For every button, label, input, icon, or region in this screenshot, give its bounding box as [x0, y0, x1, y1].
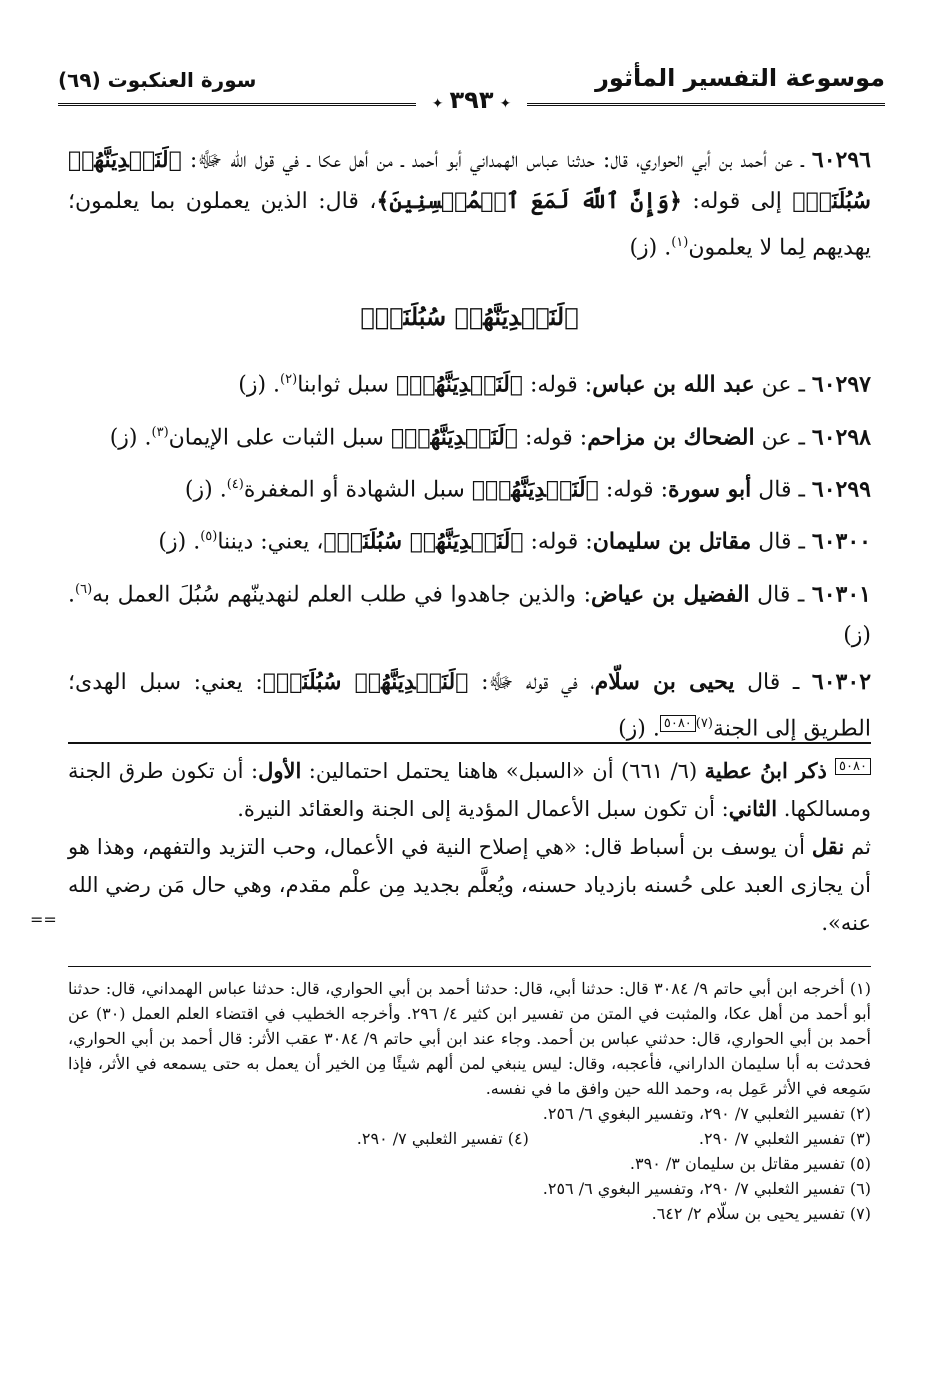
quran-quote: ﴿لَنَهۡدِيَنَّهُمۡ سُبُلَنَاۚ﴾	[262, 668, 469, 695]
narration-60301	[68, 569, 871, 656]
footnote-ref: (٤)	[226, 476, 244, 492]
commentary-text: (٦/ ٦٦١) أن «السبل» هاهنا يحتمل احتمالين:	[301, 759, 705, 783]
narration-text: ـ قال	[734, 669, 812, 695]
narration-text: : قوله:	[517, 424, 588, 450]
commentary-para-1	[68, 752, 871, 828]
quran-quote: ﴿لَنَهۡدِيَنَّهُمۡ سُبُلَنَاۚ﴾	[68, 147, 871, 214]
footnote-7: (٧) تفسير يحيى بن سلّام ٢/ ٦٤٢.	[651, 1204, 871, 1223]
footnote-4: (٤) تفسير الثعلبي ٧/ ٢٩٠.	[356, 1129, 529, 1148]
quran-quote: ﴿لَنَهۡدِيَنَّهُمۡ﴾	[471, 476, 599, 503]
continuation-mark: ==	[30, 910, 57, 929]
commentary-number-box: ٥٠٨٠	[835, 758, 871, 775]
narration-60302	[68, 662, 871, 749]
narration-number: ٦٠٢٩٩	[811, 476, 871, 503]
narration-text: ـ عن	[754, 372, 812, 398]
commentary-divider	[68, 742, 871, 744]
footnote-5: (٥) تفسير مقاتل بن سليمان ٣/ ٣٩٠.	[629, 1154, 871, 1173]
footnote-ref: (٧)	[695, 715, 713, 731]
narration-tail: . (ز)	[109, 424, 152, 450]
narration-text: ـ قال	[751, 529, 812, 555]
commentary-text: أن يوسف بن أسباط قال: «هي إصلاح النية في الأعمال، وحب التزيد والتفهم، وهذا هو أن يجازى العبد على حُسنه بازدياد حسنه، ويُعلَّم بجديد مِن علْم مقدم، وهي حال مَن رضي الله عنه».	[68, 835, 871, 935]
commentary-bold-word: نقل	[811, 834, 845, 859]
ornament-icon: ✦	[499, 96, 512, 112]
footnote-row	[68, 1126, 871, 1151]
narrator-name: عبد الله بن عباس	[592, 371, 755, 398]
footnotes-divider	[68, 966, 871, 967]
narration-number: ٦٠٢٩٦	[811, 147, 871, 173]
narration-text: ـ عن أحمد بن أبي الحواري، قال: حدثنا عباس الهمداني أبو أحمد ـ من أهل عكا ـ في قول الله ﷻ:	[181, 148, 812, 173]
narration-text: ـ عن	[754, 424, 812, 450]
footnote-1: (١) أخرجه ابن أبي حاتم ٩/ ٣٠٨٤ قال: حدثنا أبي، قال: حدثنا أحمد بن أبي الحواري، قال: حدثنا عباس الهمداني، قال: حدثنا أبو أحمد من أهل عكا، والمثبت في المتن من تفسير ابن كثير ٤/ ٢٩٦. وأخرجه الخطيب في اقتضاء العلم العمل (٣٠) عن أحمد بن أبي الحواري، قال: حدثني عباس بن أحمد. وجاء عند ابن أبي حاتم ٩/ ٣٠٨٤ عقب الأثر: قال أحمد بن أبي الحواري، فحدثت به أبا سليمان الداراني، فأعجبه، وقال: ليس ينبغي لمن ألهم شيئًا مِن الخير أن يعمل به حتى يسمعه في الأثر، فإذا سَمِعه في الأثر عَمِل به، وحمد الله حين وافق ما في نفسه.	[68, 979, 872, 1098]
main-text	[68, 140, 871, 755]
narration-tail: . (ز)	[618, 716, 660, 742]
narration-60299	[68, 464, 871, 510]
narration-text: ، في قوله ﷻ:	[468, 669, 595, 695]
commentary-ref-box[interactable]: ٥٠٨٠	[660, 715, 696, 732]
narration-number: ٦٠٣٠١	[811, 580, 871, 607]
narrator-name: أبو سورة	[668, 476, 752, 503]
narrator-name: الضحاك بن مزاحم	[587, 423, 755, 450]
narration-tail: . (ز)	[158, 529, 201, 555]
narration-60297	[68, 359, 871, 405]
commentary-second-label: الثاني	[728, 796, 778, 821]
narration-text: : قوله:	[598, 477, 669, 503]
commentary-para-2	[68, 828, 871, 942]
narration-tail: . (ز)	[68, 581, 871, 648]
ornament-icon: ✦	[431, 96, 444, 112]
narration-text: ـ قال	[749, 581, 812, 607]
footnote-6: (٦) تفسير الثعلبي ٧/ ٢٩٠، وتفسير البغوي ٦/ ٢٥٦.	[542, 1179, 871, 1198]
footnote-ref: (١)	[671, 235, 689, 250]
narration-tail: . (ز)	[238, 372, 281, 398]
narration-60298	[68, 412, 871, 458]
narrator-name: يحيى بن سلّام	[594, 668, 735, 695]
narrator-name: مقاتل بن سليمان	[592, 528, 752, 555]
commentary-text: : أن تكون سبل الأعمال المؤدية إلى الجنة والعقائد النيرة.	[237, 797, 729, 821]
narration-60296	[68, 140, 871, 268]
commentary-block	[68, 752, 871, 942]
commentary-first-label: الأول	[258, 758, 302, 783]
page-number-row	[0, 86, 943, 114]
footnote-3: (٣) تفسير الثعلبي ٧/ ٢٩٠.	[698, 1129, 871, 1148]
narration-number: ٦٠٣٠٠	[811, 528, 871, 555]
narration-text: : قوله:	[523, 529, 593, 555]
footnote-ref: (٦)	[75, 581, 93, 597]
footnote-ref: (٥)	[200, 529, 218, 545]
narration-text: : والذين جاهدوا في طلب العلم لنهدينّهم سُبُلَ العمل به	[92, 581, 591, 607]
narration-text: : يعني: سبل الهدى؛ الطريق إلى الجنة	[68, 669, 871, 742]
narration-text: إلى قوله:	[681, 189, 793, 214]
narration-number: ٦٠٢٩٧	[811, 371, 871, 398]
surah-title: سورة العنكبوت (٦٩)	[58, 68, 257, 92]
quran-quote: ﴿لَنَهۡدِيَنَّهُمۡ سُبُلَنَاۚ﴾	[323, 528, 524, 555]
footnote-ref: (٣)	[151, 424, 169, 440]
quran-quote: ﴿لَنَهۡدِيَنَّهُمۡ﴾	[395, 371, 523, 398]
narration-number: ٦٠٢٩٨	[811, 423, 871, 450]
narration-60300	[68, 516, 871, 562]
book-title: موسوعة التفسير المأثور	[595, 64, 885, 92]
narration-text: : قوله:	[523, 372, 593, 398]
quran-quote: ﴿وَإِنَّ ٱللَّهَ لَمَعَ ٱلۡمُحۡسِنِينَ﴾	[376, 188, 682, 214]
page-number-box	[416, 86, 527, 114]
narration-text: سبل الثبات على الإيمان	[168, 424, 391, 450]
commentary-text: ثم	[844, 835, 871, 859]
narration-text: ، قال: الذين يعملون بما يعلمون؛ يهديهم لِما لا يعلمون	[68, 189, 871, 261]
narration-text: ـ قال	[751, 477, 812, 503]
narration-text: سبل الشهادة أو المغفرة	[243, 477, 472, 503]
narration-text: سبل ثوابنا	[297, 372, 396, 398]
narration-tail: . (ز)	[184, 477, 227, 503]
footnote-2: (٢) تفسير الثعلبي ٧/ ٢٩٠، وتفسير البغوي ٦/ ٢٥٦.	[542, 1104, 871, 1123]
narration-number: ٦٠٣٠٢	[811, 668, 872, 695]
narrator-name: الفضيل بن عياض	[591, 580, 750, 607]
quran-quote: ﴿لَنَهۡدِيَنَّهُمۡ﴾	[390, 423, 518, 450]
narration-text: ، يعني: ديننا	[217, 529, 324, 555]
commentary-text: : أن تكون طرق الجنة ومسالكها.	[68, 759, 871, 821]
narration-tail: . (ز)	[629, 235, 672, 261]
commentary-author: ذكر ابنُ عطية	[704, 758, 836, 783]
page-number: ٣٩٣	[449, 86, 494, 114]
footnotes	[68, 976, 871, 1226]
section-heading: ﴿لَنَهۡدِيَنَّهُمۡ سُبُلَنَاۚ﴾	[360, 302, 579, 332]
footnote-ref: (٢)	[280, 372, 298, 388]
